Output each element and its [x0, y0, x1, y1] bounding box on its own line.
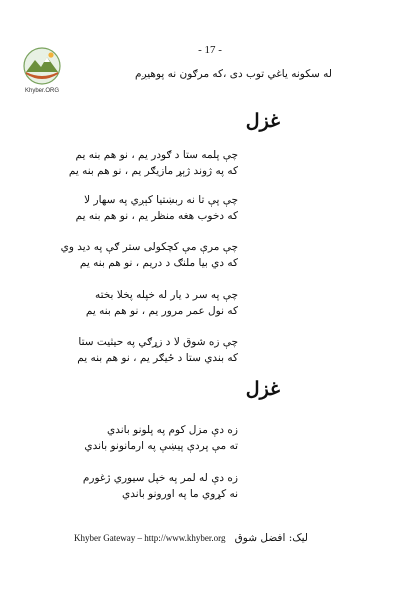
author-credit: ليک: افضل شوق — [234, 532, 308, 544]
couplet — [83, 471, 238, 502]
verse-line: که په ژوند ژېړ مازيګر يم ، نو هم بنه يم — [68, 164, 238, 177]
verse-line: که بندي ستا د ځيګر يم ، نو هم بنه يم — [77, 351, 238, 364]
mountain-globe-logo-icon — [22, 46, 62, 86]
couplet — [77, 335, 238, 366]
verse-line: چې پې تا نه ربښتيا کېږي په سهار لا — [84, 194, 238, 206]
page-number: - 17 - — [198, 44, 222, 56]
verse-line: چې مرې مې کچکولی ستر ګې په ديد وي — [60, 241, 238, 253]
verse-line: نه کړوي ما په اورونو باندي — [122, 487, 238, 500]
couplet — [61, 240, 238, 271]
couplet — [86, 288, 238, 319]
footer-source: Khyber Gateway – http://www.khyber.org — [74, 533, 226, 543]
verse-line: چې پلمه ستا د ګودر يم ، نو هم بنه يم — [75, 149, 238, 161]
verse-line: که دخوب هغه منظر يم ، نو هم بنه يم — [75, 209, 238, 222]
opening-line: له سکونه ياغي توب دی ،که مرګون نه پوهيږم — [134, 68, 332, 80]
section-title: غزل — [245, 378, 280, 400]
section-title: غزل — [245, 110, 280, 132]
verse-line: زه دې له لمر په خپل سيوري ژغورم — [82, 472, 238, 484]
couplet — [76, 193, 238, 224]
verse-line: چې په سر د يار له خپله پخلا بخته — [94, 289, 238, 301]
couplet — [84, 423, 238, 454]
verse-line: که نول عمر مرور يم ، نو هم بنه يم — [85, 304, 238, 317]
verse-line: که دي بيا ملنګ د دريم ، نو هم بنه يم — [79, 256, 238, 269]
logo-caption: Khyber.ORG — [24, 88, 59, 94]
couplet — [69, 148, 238, 179]
verse-line: چې زه شوق لا د زړګي په حيثيت ستا — [78, 336, 238, 348]
verse-line: زه دې مزل کوم په پلونو باندي — [107, 424, 238, 436]
verse-line: ته مې پردې پيښې په ارمانونو باندي — [84, 439, 238, 452]
